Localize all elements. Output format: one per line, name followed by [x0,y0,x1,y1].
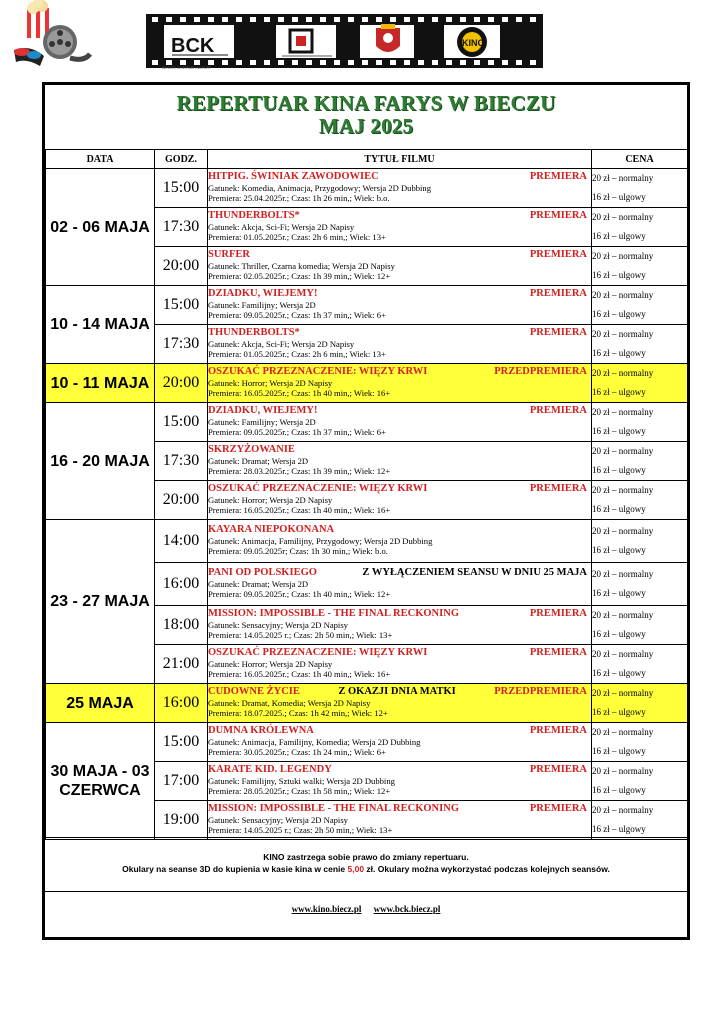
price-reduced: 16 zł – ulgowy [592,707,646,717]
column-header-time: GODZ. [155,150,208,169]
time-cell: 15:00 [155,169,208,208]
film-note-2: PRZEDPREMIERA [494,686,587,698]
repertoire-table [45,149,688,840]
date-cell: 10 - 11 MAJA [46,364,155,403]
film-premiere: Premiera: 28.03.2025r.; Czas: 1h 39 min,; Wiek: 12+ [208,466,391,477]
note-line-1: KINO zastrzega sobie prawo do zmiany repertuaru. [263,852,469,862]
price-reduced: 16 zł – ulgowy [592,588,646,598]
price-cell [592,247,688,286]
links [45,891,687,937]
film-cell [208,762,592,801]
table-row [46,286,688,325]
table-row [46,723,688,762]
price-reduced: 16 zł – ulgowy [592,309,646,319]
price-normal: 20 zł – normalny [592,727,654,737]
price-reduced: 16 zł – ulgowy [592,426,646,436]
price-reduced: 16 zł – ulgowy [592,387,646,397]
price-reduced: 16 zł – ulgowy [592,785,646,795]
film-cell [208,364,592,403]
price-cell [592,801,688,840]
price-cell [592,723,688,762]
price-reduced: 16 zł – ulgowy [592,465,646,475]
date-cell: 30 MAJA - 03 CZERWCA [46,723,155,840]
time-cell: 19:00 [155,801,208,840]
time-cell: 20:00 [155,481,208,520]
film-premiere: Premiera: 01.05.2025r.; Czas: 2h 6 min,; Wiek: 13+ [208,232,386,243]
film-premiere: Premiera: 30.05.2025r.; Czas: 1h 24 min,; Wiek: 6+ [208,747,386,758]
film-title: KAYARA NIEPOKONANA [208,524,335,536]
column-header-price: CENA [592,150,688,169]
film-premiere: Premiera: 25.04.2025r.; Czas: 1h 26 min,; Wiek: b.o. [208,193,390,204]
page-title [45,85,687,138]
film-title: OSZUKAĆ PRZEZNACZENIE: WIĘZY KRWI [208,647,428,659]
time-cell: 17:30 [155,208,208,247]
film-note: PRZEDPREMIERA [494,366,587,378]
film-cell [208,801,592,840]
time-cell: 20:00 [155,247,208,286]
time-cell: 17:30 [155,442,208,481]
film-title: OSZUKAĆ PRZEZNACZENIE: WIĘZY KRWI [208,366,428,378]
film-genre: Gatunek: Horror; Wersja 2D Napisy [208,494,333,505]
film-premiere: Premiera: 28.05.2025r.; Czas: 1h 58 min,; Wiek: 12+ [208,786,391,797]
column-header-film: TYTUŁ FILMU [208,150,592,169]
column-header-date: DATA [46,150,155,169]
price-cell [592,403,688,442]
price-reduced: 16 zł – ulgowy [592,668,646,678]
time-cell: 21:00 [155,645,208,684]
film-note: PREMIERA [529,483,587,495]
price-reduced: 16 zł – ulgowy [592,746,646,756]
time-cell: 15:00 [155,286,208,325]
price-normal: 20 zł – normalny [592,688,654,698]
film-cell [208,481,592,520]
film-premiere: Premiera: 16.05.2025r.; Czas: 1h 40 min,; Wiek: 16+ [208,388,391,399]
title-line-2: MAJ 2025 [318,114,414,138]
film-cell [208,645,592,684]
price-cell [592,208,688,247]
link-kino[interactable]: www.kino.biecz.pl [291,904,362,914]
date-cell: 23 - 27 MAJA [46,520,155,684]
film-title: HITPIG. ŚWINIAK ZAWODOWIEC [208,171,379,183]
film-genre: Gatunek: Dramat; Wersja 2D [208,455,309,466]
date-cell: 16 - 20 MAJA [46,403,155,520]
film-cell [208,247,592,286]
price-reduced: 16 zł – ulgowy [592,270,646,280]
price-cell [592,481,688,520]
cinema-popcorn-icon [14,0,90,66]
price-cell [592,325,688,364]
price-normal: 20 zł – normalny [592,290,654,300]
price-reduced: 16 zł – ulgowy [592,545,646,555]
time-cell: 20:00 [155,364,208,403]
film-title: CUDOWNE ŻYCIE [208,686,300,698]
film-note: PREMIERA [529,608,587,620]
film-cell [208,442,592,481]
film-genre: Gatunek: Animacja, Familijny, Komedia; Wersja 2D Dubbing [208,736,421,747]
time-cell: 18:00 [155,606,208,645]
film-premiere: Premiera: 09.05.2025r.; Czas: 1h 37 min,; Wiek: 6+ [208,427,386,438]
film-genre: Gatunek: Familijny, Sztuki walki; Wersja 2D Dubbing [208,775,395,786]
table-header-row [46,150,688,169]
film-genre: Gatunek: Animacja, Familijny, Przygodowy; Wersja 2D Dubbing [208,535,433,546]
film-premiere: Premiera: 14.05.2025 r.; Czas: 2h 50 min,; Wiek: 13+ [208,630,393,641]
repertoire-sheet [42,82,690,940]
film-premiere: Premiera: 09.05.2025r.; Czas: 1h 37 min,; Wiek: 6+ [208,310,386,321]
film-genre: Gatunek: Sensacyjny; Wersja 2D Napisy [208,814,348,825]
film-title: THUNDERBOLTS* [208,210,300,222]
price-reduced: 16 zł – ulgowy [592,629,646,639]
price-normal: 20 zł – normalny [592,329,654,339]
film-premiere: Premiera: 14.05.2025 r.; Czas: 2h 50 min,; Wiek: 13+ [208,825,393,836]
film-cell [208,286,592,325]
film-genre: Gatunek: Dramat, Komedia; Wersja 2D Napisy [208,697,371,708]
price-reduced: 16 zł – ulgowy [592,192,646,202]
price-cell [592,520,688,563]
film-note: PREMIERA [529,725,587,737]
price-cell [592,442,688,481]
film-genre: Gatunek: Horror; Wersja 2D Napisy [208,658,333,669]
kino-logo [457,27,487,57]
film-genre: Gatunek: Dramat; Wersja 2D [208,578,309,589]
film-genre: Gatunek: Familijny; Wersja 2D [208,299,316,310]
film-premiere: Premiera: 09.05.2025r.; Czas: 1h 40 min,; Wiek: 12+ [208,589,391,600]
film-note: Z WYŁĄCZENIEM SEANSU W DNIU 25 MAJA [362,567,587,579]
film-premiere: Premiera: 18.07.2025.; Czas: 1h 42 min,; Wiek: 12+ [208,708,388,719]
film-title: THUNDERBOLTS* [208,327,300,339]
note-line-2-b: zł. Okulary można wykorzystać podczas kolejnych seansów. [364,864,610,874]
price-cell [592,762,688,801]
film-genre: Gatunek: Familijny; Wersja 2D [208,416,316,427]
price-normal: 20 zł – normalny [592,649,654,659]
film-note: PREMIERA [529,171,587,183]
table-row [46,364,688,403]
film-title: MISSION: IMPOSSIBLE - THE FINAL RECKONING [208,608,459,620]
film-genre: Gatunek: Akcja, Sci-Fi; Wersja 2D Napisy [208,338,355,349]
price-reduced: 16 zł – ulgowy [592,504,646,514]
price-cell [592,169,688,208]
price-normal: 20 zł – normalny [592,569,654,579]
price-normal: 20 zł – normalny [592,485,654,495]
note-line-2 [45,863,687,875]
time-cell: 17:30 [155,325,208,364]
film-title: DUMNA KRÓLEWNA [208,725,314,737]
film-note: Z OKAZJI DNIA MATKI [338,686,456,698]
price-normal: 20 zł – normalny [592,407,654,417]
svg-text:KINO: KINO [462,38,485,48]
title-line-1: REPERTUAR KINA FARYS W BIECZU [176,91,556,115]
price-normal: 20 zł – normalny [592,446,654,456]
film-title: PANI OD POLSKIEGO [208,567,317,579]
time-cell: 15:00 [155,723,208,762]
film-title: MISSION: IMPOSSIBLE - THE FINAL RECKONING [208,803,459,815]
header-graphic [0,0,724,82]
biecz-coat-of-arms [376,24,400,52]
film-note: PREMIERA [529,210,587,222]
film-premiere: Premiera: 09.05.2025r; Czas: 1h 30 min,; Wiek: b.o. [208,546,388,557]
date-cell: 10 - 14 MAJA [46,286,155,364]
film-cell [208,563,592,606]
film-genre: Gatunek: Komedia, Animacja, Przygodowy; Wersja 2D Dubbing [208,182,432,193]
time-cell: 16:00 [155,563,208,606]
price-cell [592,645,688,684]
film-genre: Gatunek: Thriller, Czarna komedia; Wersja 2D Napisy [208,260,395,271]
film-note: PREMIERA [529,764,587,776]
film-premiere: Premiera: 16.05.2025r.; Czas: 1h 40 min,; Wiek: 16+ [208,669,391,680]
film-cell [208,208,592,247]
price-reduced: 16 zł – ulgowy [592,348,646,358]
film-genre: Gatunek: Akcja, Sci-Fi; Wersja 2D Napisy [208,221,355,232]
time-cell: 16:00 [155,684,208,723]
film-cell [208,520,592,563]
time-cell: 15:00 [155,403,208,442]
time-cell: 17:00 [155,762,208,801]
price-cell [592,286,688,325]
film-note: PREMIERA [529,288,587,300]
price-cell [592,684,688,723]
film-cell [208,169,592,208]
price-normal: 20 zł – normalny [592,805,654,815]
price-normal: 20 zł – normalny [592,610,654,620]
film-note: PREMIERA [529,327,587,339]
film-cell [208,325,592,364]
table-row [46,520,688,563]
film-premiere: Premiera: 16.05.2025r.; Czas: 1h 40 min,; Wiek: 16+ [208,505,391,516]
price-normal: 20 zł – normalny [592,251,654,261]
price-reduced: 16 zł – ulgowy [592,231,646,241]
film-genre: Gatunek: Sensacyjny; Wersja 2D Napisy [208,619,348,630]
film-premiere: Premiera: 02.05.2025r.; Czas: 1h 39 min,; Wiek: 12+ [208,271,391,282]
film-title: SKRZYŻOWANIE [208,444,295,456]
date-cell: 02 - 06 MAJA [46,169,155,286]
notes [45,837,687,885]
glasses-price: 5,00 [347,864,365,874]
film-cell [208,684,592,723]
film-cell [208,606,592,645]
header [0,0,724,82]
price-normal: 20 zł – normalny [592,368,654,378]
table-row [46,403,688,442]
table-row [46,169,688,208]
time-cell: 14:00 [155,520,208,563]
price-cell [592,563,688,606]
note-line-2-a: Okulary na seanse 3D do kupienia w kasie kina w cenie [122,864,348,874]
film-title: SURFER [208,249,251,261]
film-note: PREMIERA [529,249,587,261]
bck-subtitle: BIECKIE CENTRUM KULTURY [162,66,212,70]
film-cell [208,403,592,442]
date-cell: 25 MAJA [46,684,155,723]
price-normal: 20 zł – normalny [592,766,654,776]
link-bck[interactable]: www.bck.biecz.pl [373,904,441,914]
price-reduced: 16 zł – ulgowy [592,824,646,834]
film-cell [208,723,592,762]
price-normal: 20 zł – normalny [592,526,654,536]
price-normal: 20 zł – normalny [592,173,654,183]
repertoire-body [46,169,688,840]
film-genre: Gatunek: Horror; Wersja 2D Napisy [208,377,333,388]
film-note: PREMIERA [529,647,587,659]
film-premiere: Premiera: 01.05.2025r.; Czas: 2h 6 min,; Wiek: 13+ [208,349,386,360]
film-note: PREMIERA [529,803,587,815]
svg-text:BCK: BCK [171,35,215,57]
price-cell [592,606,688,645]
price-cell [592,364,688,403]
table-row [46,684,688,723]
film-title: KARATE KID. LEGENDY [208,764,332,776]
film-title: DZIADKU, WIEJEMY! [208,288,318,300]
price-normal: 20 zł – normalny [592,212,654,222]
film-title: DZIADKU, WIEJEMY! [208,405,318,417]
film-note: PREMIERA [529,405,587,417]
film-title: OSZUKAĆ PRZEZNACZENIE: WIĘZY KRWI [208,483,428,495]
